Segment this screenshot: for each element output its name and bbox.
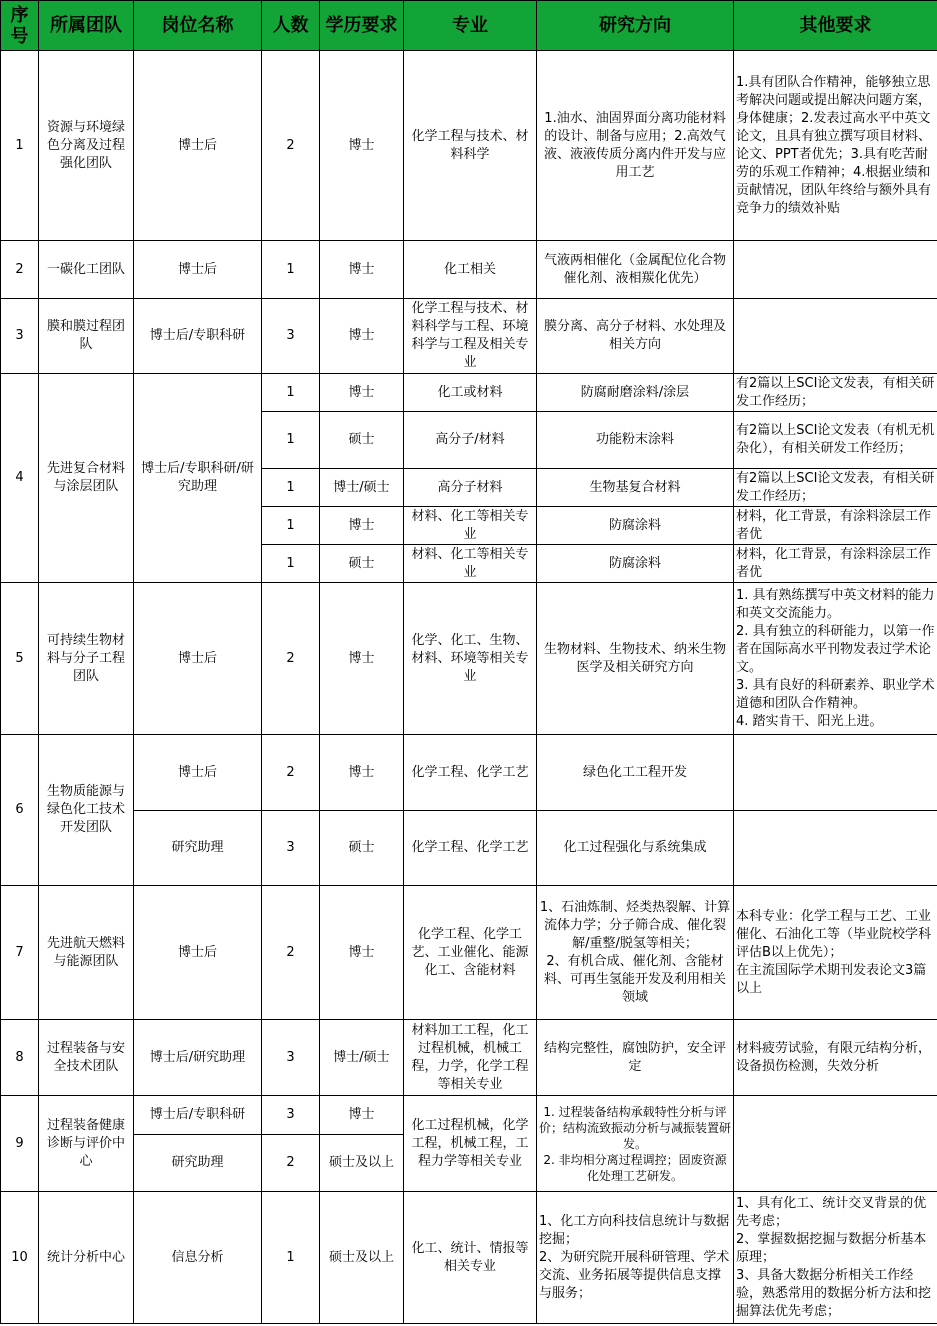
header-major: 专业 bbox=[404, 1, 537, 51]
cell-post: 博士后 bbox=[134, 241, 262, 299]
header-other: 其他要求 bbox=[734, 1, 937, 51]
cell-post: 博士后/专职科研/研究助理 bbox=[134, 374, 262, 583]
cell-no: 10 bbox=[1, 1192, 39, 1324]
cell-edu: 博士 bbox=[320, 1096, 404, 1135]
cell-other: 1、具有化工、统计交叉背景的优先考虑； 2、掌握数据挖掘与数据分析基本原理； 3、具备大数据分析相关工作经验，熟悉常用的数据分析方法和挖掘算法优先考虑； bbox=[734, 1192, 937, 1324]
cell-no: 8 bbox=[1, 1020, 39, 1096]
cell-other: 材料，化工背景，有涂料涂层工作者优 bbox=[734, 507, 937, 545]
cell-major: 化学工程与技术、材料科学与工程、环境科学与工程及相关专业 bbox=[404, 299, 537, 374]
cell-other bbox=[734, 299, 937, 374]
cell-post: 博士后 bbox=[134, 51, 262, 241]
cell-other: 1. 具有熟练撰写中英文材料的能力和英文交流能力。 2. 具有独立的科研能力，以第一作者在国际高水平刊物发表过学术论文。 3. 具有良好的科研素养、职业学术道德和团队合作精神。 4. 踏实肯干、阳光上进。 bbox=[734, 583, 937, 735]
table-row bbox=[1, 1096, 937, 1135]
cell-post: 研究助理 bbox=[134, 811, 262, 886]
cell-major: 化学工程与技术、材料科学 bbox=[404, 51, 537, 241]
table-row bbox=[1, 299, 937, 374]
cell-edu: 博士 bbox=[320, 583, 404, 735]
cell-direction: 1.油水、油固界面分离功能材料的设计、制备与应用；2.高效气液、液液传质分离内件开发与应用工艺 bbox=[537, 51, 734, 241]
table-row bbox=[1, 886, 937, 1020]
cell-major: 化学工程、化学工艺、工业催化、能源化工、含能材料 bbox=[404, 886, 537, 1020]
cell-direction: 绿色化工工程开发 bbox=[537, 735, 734, 811]
cell-major: 化工过程机械，化学工程，机械工程，工程力学等相关专业 bbox=[404, 1096, 537, 1192]
cell-team: 先进航天燃料与能源团队 bbox=[39, 886, 134, 1020]
cell-major: 化学工程、化学工艺 bbox=[404, 735, 537, 811]
cell-edu: 博士 bbox=[320, 241, 404, 299]
cell-major: 材料加工工程，化工过程机械，机械工程，力学，化学工程等相关专业 bbox=[404, 1020, 537, 1096]
cell-post: 博士后/专职科研 bbox=[134, 299, 262, 374]
cell-direction: 1、石油炼制、烃类热裂解、计算流体力学；分子筛合成、催化裂解/重整/脱氢等相关； 2、有机合成、催化剂、含能材料、可再生氢能开发及利用相关领域 bbox=[537, 886, 734, 1020]
cell-other: 有2篇以上SCI论文发表，有相关研发工作经历； bbox=[734, 469, 937, 507]
cell-edu: 博士/硕士 bbox=[320, 1020, 404, 1096]
cell-team: 统计分析中心 bbox=[39, 1192, 134, 1324]
cell-edu: 硕士 bbox=[320, 412, 404, 469]
cell-num: 2 bbox=[262, 51, 320, 241]
cell-num: 2 bbox=[262, 886, 320, 1020]
cell-major: 化工或材料 bbox=[404, 374, 537, 412]
cell-major: 化学、化工、生物、材料、环境等相关专业 bbox=[404, 583, 537, 735]
cell-num: 1 bbox=[262, 507, 320, 545]
cell-major: 化工相关 bbox=[404, 241, 537, 299]
cell-num: 3 bbox=[262, 811, 320, 886]
header-no: 序号 bbox=[1, 1, 39, 51]
cell-major: 化工、统计、情报等相关专业 bbox=[404, 1192, 537, 1324]
cell-post: 博士后 bbox=[134, 583, 262, 735]
cell-post: 博士后/专职科研 bbox=[134, 1096, 262, 1135]
header-num: 人数 bbox=[262, 1, 320, 51]
cell-no: 4 bbox=[1, 374, 39, 583]
cell-num: 3 bbox=[262, 1096, 320, 1135]
cell-num: 1 bbox=[262, 241, 320, 299]
cell-major: 材料、化工等相关专业 bbox=[404, 545, 537, 583]
cell-post: 研究助理 bbox=[134, 1135, 262, 1192]
cell-edu: 博士/硕士 bbox=[320, 469, 404, 507]
cell-no: 9 bbox=[1, 1096, 39, 1192]
cell-team: 资源与环境绿色分离及过程强化团队 bbox=[39, 51, 134, 241]
cell-other bbox=[734, 735, 937, 811]
cell-num: 2 bbox=[262, 1135, 320, 1192]
cell-direction: 防腐涂料 bbox=[537, 507, 734, 545]
cell-direction: 化工过程强化与系统集成 bbox=[537, 811, 734, 886]
cell-team: 先进复合材料与涂层团队 bbox=[39, 374, 134, 583]
cell-post: 博士后 bbox=[134, 886, 262, 1020]
table-row bbox=[1, 1020, 937, 1096]
cell-direction: 结构完整性，腐蚀防护，安全评定 bbox=[537, 1020, 734, 1096]
cell-major: 化学工程、化学工艺 bbox=[404, 811, 537, 886]
cell-num: 2 bbox=[262, 735, 320, 811]
cell-num: 1 bbox=[262, 469, 320, 507]
cell-no: 7 bbox=[1, 886, 39, 1020]
cell-edu: 硕士 bbox=[320, 811, 404, 886]
cell-other: 材料，化工背景，有涂料涂层工作者优 bbox=[734, 545, 937, 583]
cell-direction: 防腐耐磨涂料/涂层 bbox=[537, 374, 734, 412]
cell-direction: 生物基复合材料 bbox=[537, 469, 734, 507]
cell-major: 高分子材料 bbox=[404, 469, 537, 507]
header-row bbox=[1, 1, 937, 51]
cell-edu: 博士 bbox=[320, 51, 404, 241]
cell-other: 有2篇以上SCI论文发表，有相关研发工作经历； bbox=[734, 374, 937, 412]
cell-other: 1.具有团队合作精神，能够独立思考解决问题或提出解决问题方案，身体健康；2.发表过高水平中英文论文，且具有独立撰写项目材料、论文、PPT者优先；3.具有吃苦耐劳的乐观工作精神；4.根据业绩和贡献情况，团队年终给与额外具有竞争力的绩效补贴 bbox=[734, 51, 937, 241]
table-row bbox=[1, 735, 937, 811]
cell-num: 1 bbox=[262, 545, 320, 583]
table-row bbox=[1, 811, 937, 886]
cell-post: 博士后 bbox=[134, 735, 262, 811]
cell-other bbox=[734, 811, 937, 886]
cell-direction: 生物材料、生物技术、纳米生物医学及相关研究方向 bbox=[537, 583, 734, 735]
cell-num: 3 bbox=[262, 299, 320, 374]
table-row bbox=[1, 374, 937, 412]
header-team: 所属团队 bbox=[39, 1, 134, 51]
cell-post: 信息分析 bbox=[134, 1192, 262, 1324]
cell-direction: 气液两相催化（金属配位化合物催化剂、液相羰化优先） bbox=[537, 241, 734, 299]
cell-direction: 1、化工方向科技信息统计与数据挖掘； 2、为研究院开展科研管理、学术交流、业务拓展等提供信息支撑与服务； bbox=[537, 1192, 734, 1324]
table-row bbox=[1, 241, 937, 299]
header-edu: 学历要求 bbox=[320, 1, 404, 51]
cell-other: 有2篇以上SCI论文发表（有机无机杂化），有相关研发工作经历； bbox=[734, 412, 937, 469]
cell-num: 2 bbox=[262, 583, 320, 735]
cell-edu: 博士 bbox=[320, 735, 404, 811]
cell-direction: 1. 过程装备结构承载特性分析与评价；结构流致振动分析与减振装置研发。 2. 非均相分离过程调控；固废资源化处理工艺研发。 bbox=[537, 1096, 734, 1192]
cell-team: 过程装备健康诊断与评价中心 bbox=[39, 1096, 134, 1192]
cell-edu: 博士 bbox=[320, 299, 404, 374]
cell-other: 材料疲劳试验，有限元结构分析，设备损伤检测，失效分析 bbox=[734, 1020, 937, 1096]
cell-team: 可持续生物材料与分子工程团队 bbox=[39, 583, 134, 735]
cell-no: 3 bbox=[1, 299, 39, 374]
table-row bbox=[1, 1192, 937, 1324]
cell-num: 1 bbox=[262, 374, 320, 412]
cell-direction: 防腐涂料 bbox=[537, 545, 734, 583]
header-direction: 研究方向 bbox=[537, 1, 734, 51]
cell-edu: 博士 bbox=[320, 374, 404, 412]
cell-direction: 功能粉末涂料 bbox=[537, 412, 734, 469]
cell-team: 膜和膜过程团队 bbox=[39, 299, 134, 374]
cell-edu: 硕士及以上 bbox=[320, 1192, 404, 1324]
cell-edu: 博士 bbox=[320, 886, 404, 1020]
cell-num: 1 bbox=[262, 412, 320, 469]
cell-direction: 膜分离、高分子材料、水处理及相关方向 bbox=[537, 299, 734, 374]
cell-no: 1 bbox=[1, 51, 39, 241]
table-row bbox=[1, 51, 937, 241]
cell-team: 生物质能源与绿色化工技术开发团队 bbox=[39, 735, 134, 886]
cell-edu: 硕士 bbox=[320, 545, 404, 583]
header-post: 岗位名称 bbox=[134, 1, 262, 51]
cell-edu: 博士 bbox=[320, 507, 404, 545]
cell-num: 1 bbox=[262, 1192, 320, 1324]
cell-other: 本科专业：化学工程与工艺、工业催化、石油化工等（毕业院校学科评估B以上优先）； 在主流国际学术期刊发表论文3篇以上 bbox=[734, 886, 937, 1020]
cell-major: 高分子/材料 bbox=[404, 412, 537, 469]
cell-team: 过程装备与安全技术团队 bbox=[39, 1020, 134, 1096]
cell-num: 3 bbox=[262, 1020, 320, 1096]
cell-team: 一碳化工团队 bbox=[39, 241, 134, 299]
cell-no: 2 bbox=[1, 241, 39, 299]
cell-edu: 硕士及以上 bbox=[320, 1135, 404, 1192]
cell-no: 6 bbox=[1, 735, 39, 886]
cell-post: 博士后/研究助理 bbox=[134, 1020, 262, 1096]
cell-major: 材料、化工等相关专业 bbox=[404, 507, 537, 545]
cell-no: 5 bbox=[1, 583, 39, 735]
table-row bbox=[1, 583, 937, 735]
cell-other bbox=[734, 1096, 937, 1192]
cell-other bbox=[734, 241, 937, 299]
